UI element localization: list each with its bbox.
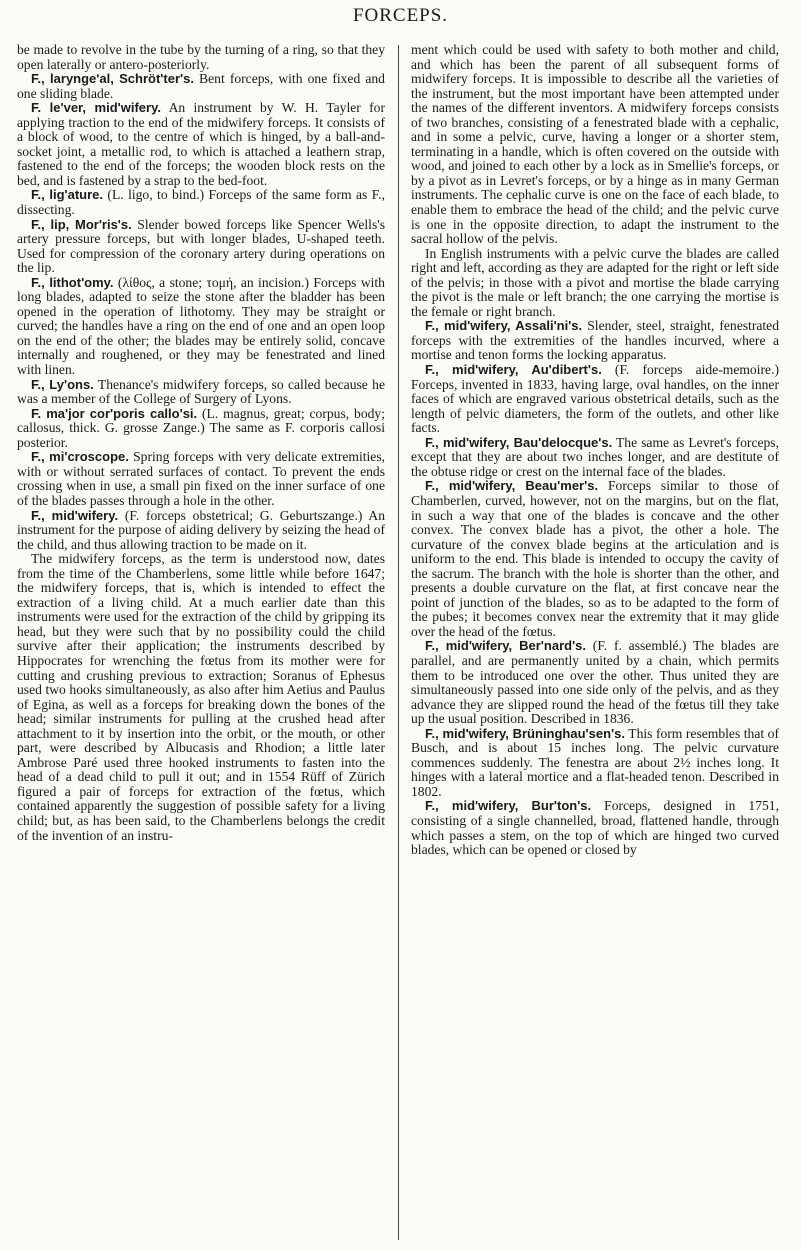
entry-headword: F., laryngeʹal, Schröt'ter's.	[31, 71, 194, 87]
dictionary-entry	[17, 43, 385, 72]
dictionary-entry	[411, 479, 779, 639]
dictionary-entry	[411, 43, 779, 247]
dictionary-entry	[411, 799, 779, 857]
entry-text: ment which could be used with safety to both mother and child, and which has been the parent of all subsequent forms of midwifery forceps. It is impossible to describe all the varieties of the instrument, but the most important have been attempted under the names of the different inventors. A midwifery forceps consists of two branches, consisting of a fenestrated blade with a cephalic, and in some a pelvic, curve, having a longer or a shorter stem, terminating in a handle, which is often covered on the outside with wood, and joined to each other by a lock as in Smellie's forceps, or by a pivot as in Levret's forceps, or by a hinge as in many German instruments. The cephalic curve is one on the face of each blade, to enable them to embrace the head of the child; and the pelvic curve is one in the opposite direction, to adapt the instrument to the sacral hollow of the pelvis.	[411, 42, 779, 247]
entry-text: In English instruments with a pelvic curve the blades are called right and left, according as they are adapted for the right or left side of the pelvis; in those with a pivot and mortise the blade carrying the pivot is the male or left branch; the one carrying the mortise is the female or right branch.	[411, 245, 779, 319]
entry-text: Slender, steel, straight, fenestrated forceps with the extremities of the handles incurved, where a mortise and tenon forms the locking apparatus.	[411, 318, 779, 363]
dictionary-entry	[411, 247, 779, 320]
entry-text: The midwifery forceps, as the term is understood now, dates from the time of the Chamberlens, some little while before 1647; the midwifery forceps, that is, which is intended to effect the extraction of a living child. At a much earlier date than this instruments were used for the extraction of the child by gripping its head, but they were such that by no possibility could the child survive after their application; the instruments described by Hippocrates for wrenching the fœtus from its mother were for cutting and crushing previous to extraction; Soranus of Ephesus used two hooks simultaneously, as also after him Aetius and Paulus of Egina, as well as a forceps for breaking down the bones of the head; similar instruments for pulling at the crushed head after attachment to it by insertion into the orbit, or the mouth, or other part, were described by Albucasis and Rhodion; a little later Ambrose Paré used three hooked instruments to fasten into the head of a dead child to pull it out; and in 1554 Rüff of Zürich figured a pair of forceps for extraction of the fœtus, which contained apparently the suggestion of possible safety for a living child; but, as has been said, to the Chamberlens belongs the credit of the invention of an instru-	[17, 551, 385, 843]
dictionary-entry	[17, 188, 385, 217]
entry-headword: F., mid'wifery, Assali'ni's.	[425, 318, 583, 334]
entry-headword: F., mid'wifery, Au'dibert's.	[425, 362, 602, 378]
entry-text: Bent forceps, with one fixed and one sliding blade.	[17, 71, 385, 101]
page-title: FORCEPS.	[352, 5, 449, 26]
entry-headword: F., mid'wifery, Bau'delocque's.	[425, 434, 613, 450]
entry-text: An instrument by W. H. Tayler for applying traction to the end of the midwifery forceps. It consists of a block of wood, to the centre of which is hinged, by a ball-and-socket joint, a metallic rod, to which is attached a leathern strap, fastened to the end of the forceps; the wooden block rests on the bed, and is fastened by a strap to the bed-foot.	[17, 100, 386, 188]
entry-headword: F., mi'croscope.	[31, 449, 129, 465]
entry-headword: F., lithot'omy.	[31, 274, 114, 290]
right-column	[411, 43, 779, 858]
entry-text: (F. f. assemblé.) The blades are parallel, and are permanently united by a chain, which permits them to be introduced one over the other. Thus united they are simultaneously passed into one side only of the pelvis, and as they advance they are slipped round the head of the fœtus till they take up the usual position. Described in 1836.	[411, 638, 779, 727]
dictionary-entry	[17, 509, 385, 553]
entry-text: be made to revolve in the tube by the turning of a ring, so that they open laterally or antero-posteriorly.	[17, 42, 385, 72]
dictionary-entry	[17, 218, 385, 276]
entry-headword: F., mid'wifery, Beau'mer's.	[425, 478, 599, 494]
dictionary-entry	[411, 436, 779, 480]
dictionary-entry	[411, 639, 779, 726]
entry-text: This form resembles that of Busch, and is about 15 inches long. The pelvic curvature commences suddenly. The fenestra are about 2½ inches long. It hinges with a lateral mortice and a flat-headed tenon. Described in 1802.	[411, 725, 779, 799]
entry-text: Thenance's midwifery forceps, so called because he was a member of the College of Surgery of Lyons.	[17, 376, 385, 407]
entry-text: (L. magnus, great; corpus, body; callosus, thick. G. grosse Zange.) The same as F. corporis callosi posterior.	[17, 405, 385, 450]
entry-headword: F., mid'wifery, Bur'ton's.	[425, 798, 592, 814]
dictionary-entry	[17, 407, 385, 451]
dictionary-entry	[17, 72, 385, 101]
entry-text: (λίθος, a stone; τομή, an incision.) Forceps with long blades, adapted to seize the stone after the bladder has been opened in the operation of lithotomy. They may be straight or curved; the handles have a ring on the end of one and an open loop on the end of the other; the blades may be entirely solid, concave internally and roughened, or they may be fenestrated and lined with linen.	[17, 274, 385, 378]
entry-headword: F., mid'wifery, Brüninghau'sen's.	[425, 725, 625, 741]
dictionary-entry	[411, 363, 779, 436]
entry-headword: F., mid'wifery.	[31, 507, 119, 523]
entry-headword: F., lip, Mor'ris's.	[31, 216, 132, 232]
dictionary-entry	[411, 319, 779, 363]
dictionary-entry	[411, 727, 779, 800]
dictionary-entry	[17, 378, 385, 407]
column-divider	[398, 45, 399, 1240]
entry-headword: F. ma'jor cor'poris callo'si.	[31, 405, 198, 421]
entry-text: (F. forceps aide-memoire.) Forceps, invented in 1833, having large, oval handles, on the inner faces of which are engraved various obstetrical details, such as the length of pelvic diameters, the form of the outlets, and other like facts.	[411, 362, 779, 436]
entry-text: Slender bowed forceps like Spencer Wells's artery pressure forceps, but with longer blades, U-shaped teeth. Used for compression of the coronary artery during operations on the lip.	[17, 216, 385, 276]
entry-headword: F. le'ver, mid'wifery.	[31, 100, 161, 116]
dictionary-entry	[17, 450, 385, 508]
entry-headword: F., Ly'ons.	[31, 376, 94, 392]
dictionary-entry	[17, 276, 385, 378]
entry-headword: F., mid'wifery, Ber'nard's.	[425, 638, 587, 654]
dictionary-entry	[17, 552, 385, 843]
entry-text: (L. ligo, to bind.) Forceps of the same form as F., dissecting.	[17, 187, 385, 218]
entry-text: (F. forceps obstetrical; G. Geburtszange.) An instrument for the purpose of aiding delivery by seizing the head of the child, and thus allowing traction to be made on it.	[17, 507, 385, 552]
left-column	[17, 43, 385, 843]
entry-text: The same as Levret's forceps, except that they are about two inches longer, and are destitute of the obtuse ridge or crest on the internal face of the blades.	[411, 434, 779, 479]
dictionary-entry	[17, 101, 385, 188]
entry-text: Forceps similar to those of Chamberlen, curved, however, not on the margins, but on the flat, in such a way that one of the blades is concave and the other convex. The convex blade has a pivot, the other a hole. The curvature of the convex blade begins at the articulation and is uniform to the end. This blade is intended to occupy the cavity of the sacrum. The branch with the hole is shorter than the other, and presents a double curvature on the flat, at first concave near the point of junction of the blades, so as to be adapted to the form of the pubes; it becomes convex near the extremity that it may glide over the head of the fœtus.	[411, 478, 779, 639]
entry-text: Spring forceps with very delicate extremities, with or without serrated surfaces of contact. To prevent the ends crossing when in use, a small pin fixed on the inner surface of one of the blades passes through a hole in the other.	[17, 449, 386, 508]
entry-headword: F., lig'ature.	[31, 187, 104, 203]
entry-text: Forceps, designed in 1751, consisting of a single channelled, broad, flattened handle, through which passes a stem, on the top of which are hinged two curved blades, which can be opened or closed by	[411, 798, 779, 858]
